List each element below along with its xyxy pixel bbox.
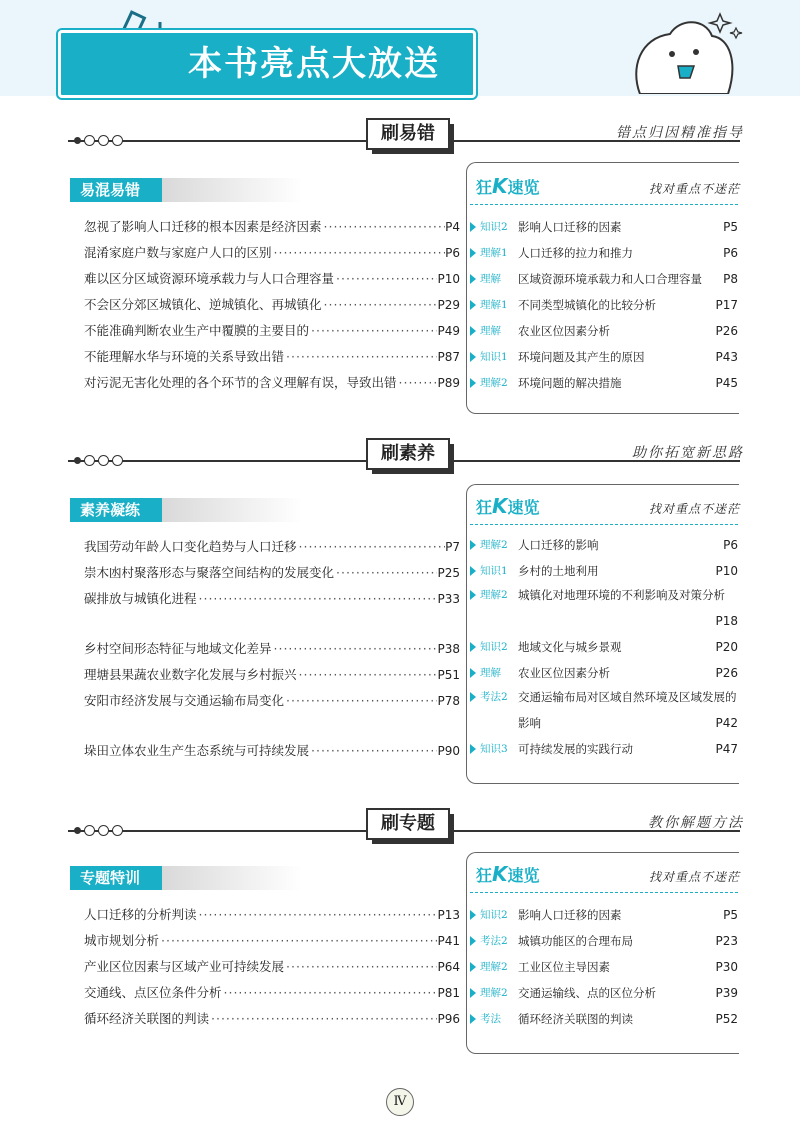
dashed-separator [470, 524, 738, 525]
list-item: 不能理解水华与环境的关系导致出错 ····· P87 [84, 348, 460, 366]
triangle-icon [470, 378, 476, 388]
tag-fade [162, 178, 302, 202]
mascot-illustration [620, 8, 750, 94]
triangle-icon [470, 642, 476, 652]
section-dots-icon [74, 455, 123, 466]
triangle-icon [470, 988, 476, 998]
quick-view-title: 狂K速览 [476, 174, 540, 198]
quick-view-item: 考法2 交通运输布局对区域自然环境及区域发展的影响 P42 [470, 688, 738, 732]
list-item: 城市规划分析 ····· P41 [84, 932, 460, 950]
list-item: 循环经济关联图的判读 ····· P96 [84, 1010, 460, 1028]
triangle-icon [470, 1014, 476, 1024]
triangle-icon [470, 326, 476, 336]
section-tab: 刷素养 [366, 438, 450, 470]
banner-title: 本书亮点大放送 [188, 44, 440, 84]
triangle-icon [470, 910, 476, 920]
list-item: 忽视了影响人口迁移的根本因素是经济因素 ····· P4 [84, 218, 460, 236]
section-subtitle: 助你拓宽新思路 [632, 445, 744, 461]
list-item: 乡村空间形态特征与地域文化差异 ····· P38 [84, 640, 460, 658]
quick-view-title: 狂K速览 [476, 494, 540, 518]
triangle-icon [470, 668, 476, 678]
dashed-separator [470, 892, 738, 893]
list-item: 混淆家庭户数与家庭户人口的区别 ····· P6 [84, 244, 460, 262]
section-tab: 刷专题 [366, 808, 450, 840]
triangle-icon [470, 936, 476, 946]
triangle-icon [470, 274, 476, 284]
list-item: 不能准确判断农业生产中覆膜的主要目的 ····· P49 [84, 322, 460, 340]
list-item: 理塘县果蔬农业数字化发展与乡村振兴 ····· P51 [84, 666, 460, 684]
tag-fade [162, 866, 302, 890]
list-item: 碳排放与城镇化进程 ····· P33 [84, 590, 460, 608]
section-tab: 刷易错 [366, 118, 450, 150]
page-number: Ⅳ [386, 1088, 414, 1116]
triangle-icon [470, 566, 476, 576]
list-item: 难以区分区域资源环境承载力与人口合理容量 ····· P10 [84, 270, 460, 288]
section-tag: 素养凝练 [70, 498, 162, 522]
list-item: 垛田立体农业生产生态系统与可持续发展 ····· P90 [84, 742, 460, 760]
triangle-icon [470, 692, 476, 702]
quick-view-subtitle: 找对重点不迷茫 [648, 182, 740, 196]
triangle-icon [470, 962, 476, 972]
dashed-separator [470, 204, 738, 205]
list-item: 安阳市经济发展与交通运输布局变化 ····· P78 [84, 692, 460, 710]
tag-fade [162, 498, 302, 522]
section-subtitle: 错点归因精准指导 [616, 125, 744, 141]
section-tag: 专题特训 [70, 866, 162, 890]
list-item: 我国劳动年龄人口变化趋势与人口迁移 ····· P7 [84, 538, 460, 556]
triangle-icon [470, 352, 476, 362]
triangle-icon [470, 300, 476, 310]
triangle-icon [470, 540, 476, 550]
list-item: 不会区分郊区城镇化、逆城镇化、再城镇化 ····· P29 [84, 296, 460, 314]
triangle-icon [470, 222, 476, 232]
section-subtitle: 教你解题方法 [648, 815, 744, 831]
quick-view-box [466, 484, 739, 784]
triangle-icon [470, 248, 476, 258]
list-item: 产业区位因素与区域产业可持续发展 ····· P64 [84, 958, 460, 976]
list-item: 崇木凼村聚落形态与聚落空间结构的发展变化 ····· P25 [84, 564, 460, 582]
triangle-icon [470, 744, 476, 754]
quick-view-item: 理解2 城镇化对地理环境的不利影响及对策分析 P18 [470, 586, 738, 630]
quick-view-subtitle: 找对重点不迷茫 [648, 870, 740, 884]
section-dots-icon [74, 135, 123, 146]
section-tag: 易混易错 [70, 178, 162, 202]
quick-view-subtitle: 找对重点不迷茫 [648, 502, 740, 516]
list-item: 交通线、点区位条件分析 ····· P81 [84, 984, 460, 1002]
section-dots-icon [74, 825, 123, 836]
list-item: 人口迁移的分析判读 ····· P13 [84, 906, 460, 924]
quick-view-title: 狂K速览 [476, 862, 540, 886]
triangle-icon [470, 590, 476, 600]
top-banner [0, 0, 800, 96]
list-item: 对污泥无害化处理的各个环节的含义理解有误，导致出错 ····· P89 [84, 374, 460, 392]
